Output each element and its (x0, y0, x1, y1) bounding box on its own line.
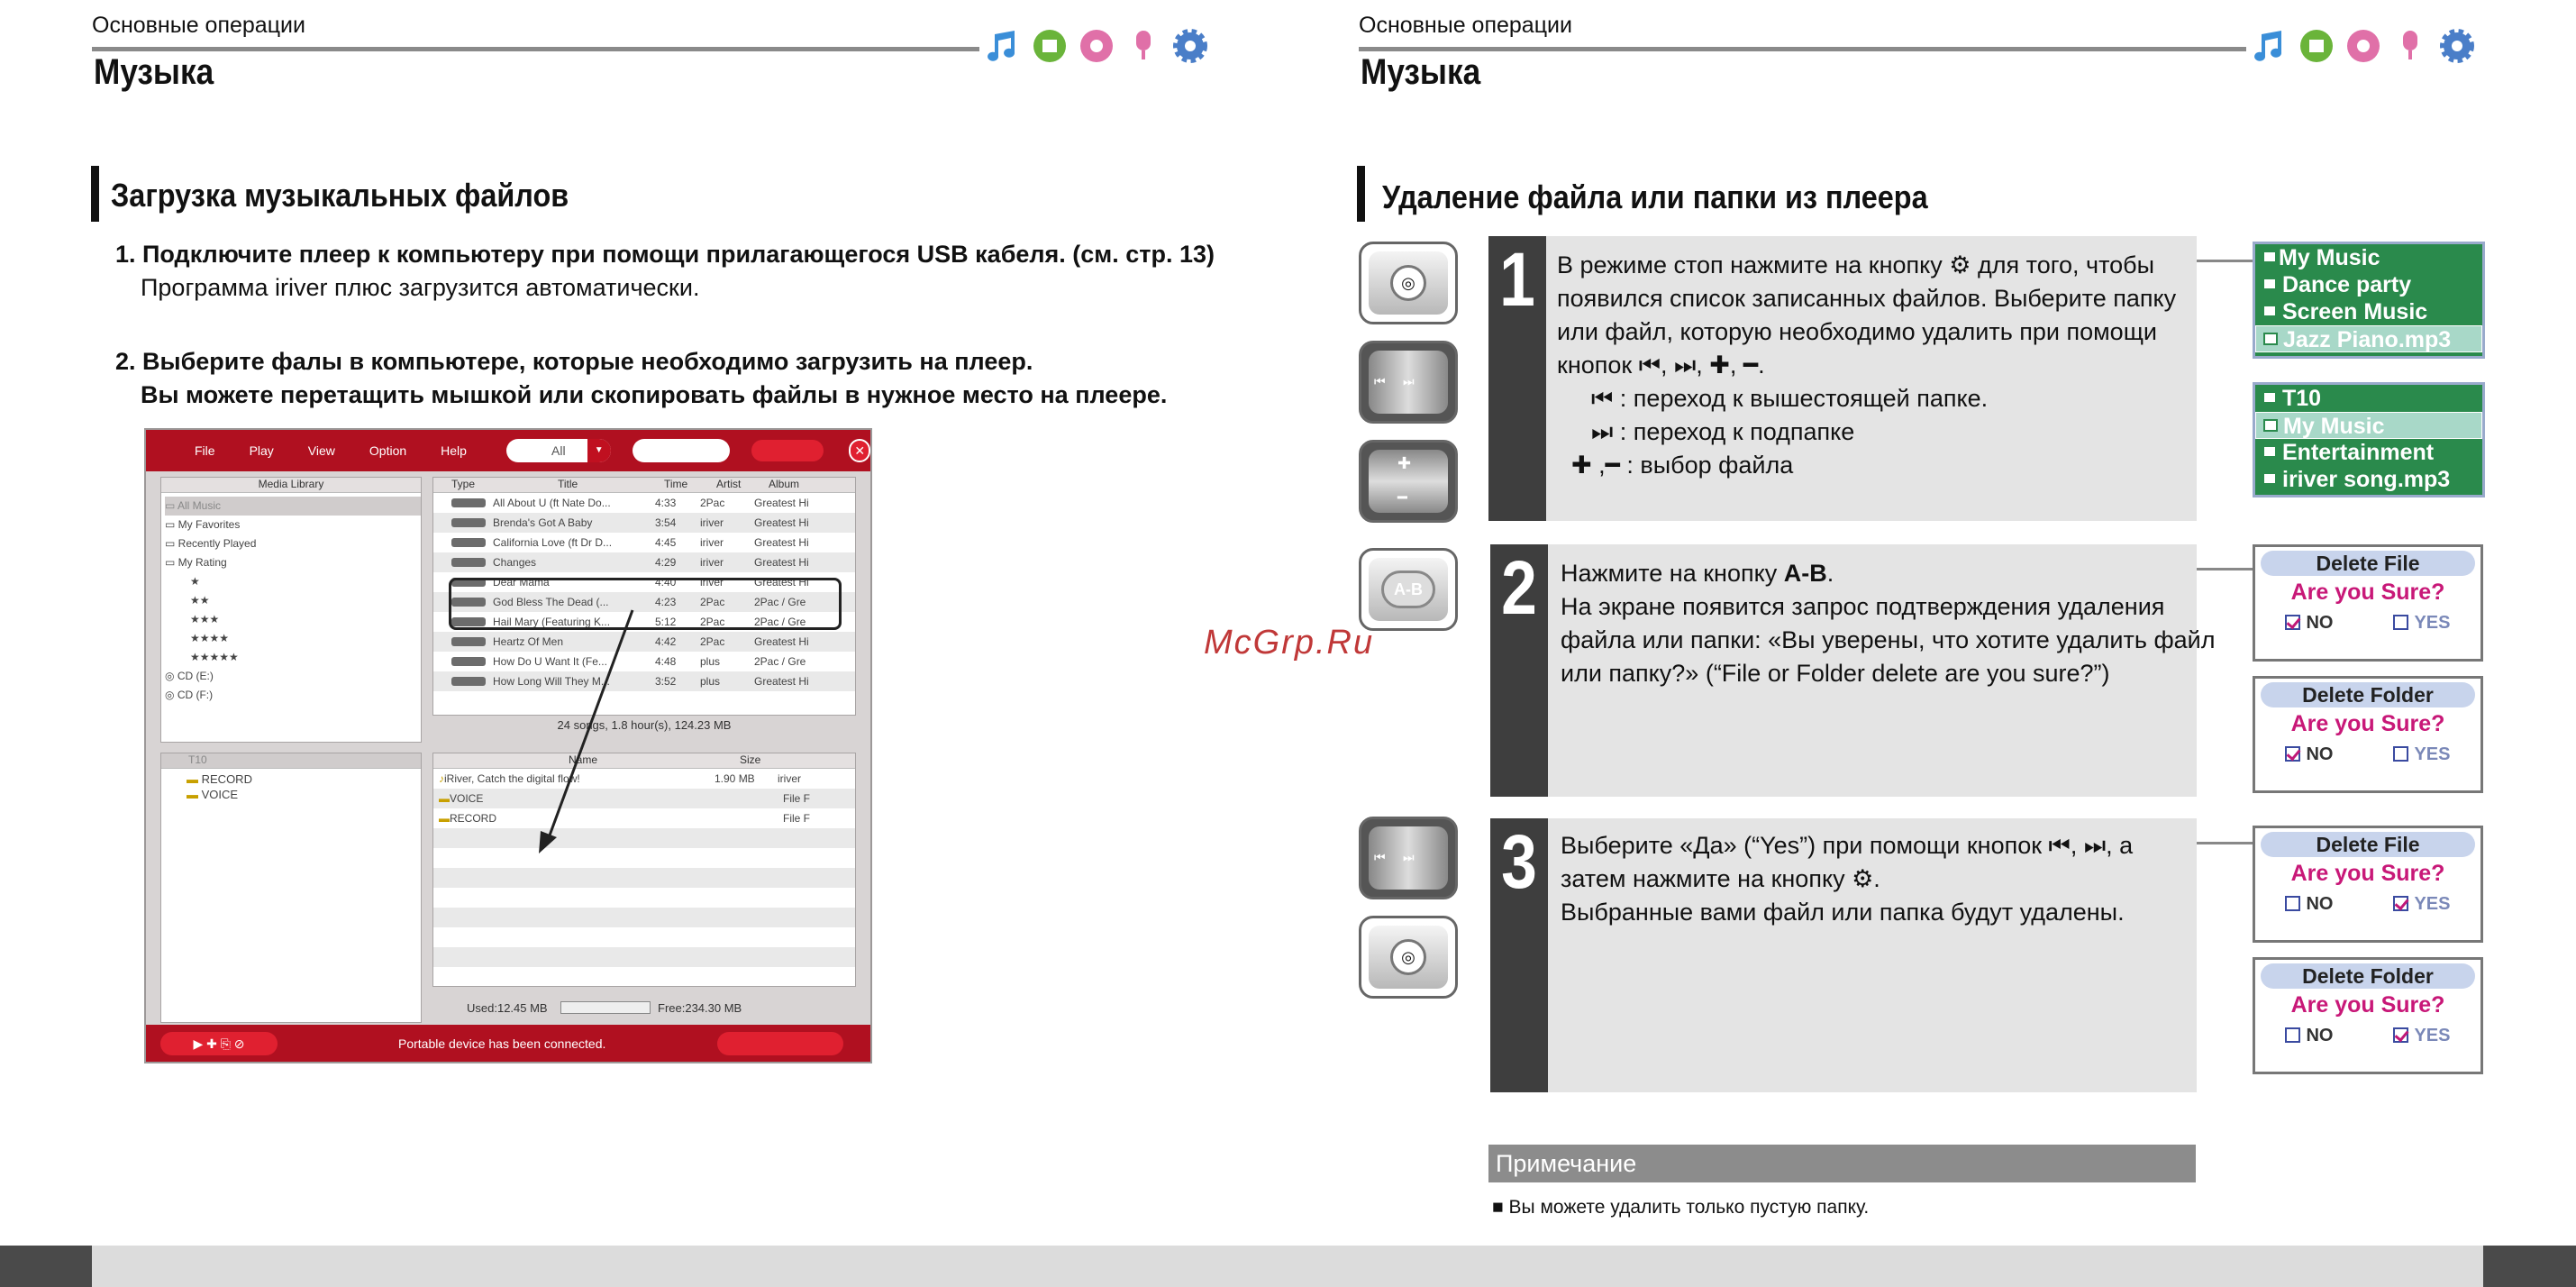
track-artist: iriver (700, 516, 724, 529)
checkbox-empty-icon (2393, 746, 2408, 762)
track-album: Greatest Hi (754, 536, 809, 549)
folder-icon: ▭ (165, 499, 178, 512)
track-artist: 2Pac (700, 497, 725, 509)
note-title: Примечание (1496, 1150, 1637, 1177)
menu-button-icon: ◎ (1359, 242, 1458, 324)
menu-view[interactable]: View (307, 443, 335, 458)
track-title: Brenda's Got A Baby (493, 516, 593, 529)
device-folder-record[interactable]: ▬ RECORD (187, 772, 252, 786)
track-album: Greatest Hi (754, 556, 809, 569)
storage-used: Used:12.45 MB (467, 1001, 548, 1015)
track-album: 2Pac / Gre (754, 655, 806, 668)
player-screen-1 (2253, 242, 2485, 359)
dialog-title: Delete File (2261, 551, 2475, 576)
device-file-name: VOICE (450, 792, 484, 805)
no-option: NO (2285, 894, 2333, 915)
col-name[interactable]: Name (569, 753, 598, 766)
track-time: 4:42 (655, 635, 677, 648)
track-title: California Love (ft Dr D... (493, 536, 613, 549)
track-title: How Do U Want It (Fe... (493, 655, 607, 668)
folder-icon: ▬ (187, 772, 202, 786)
track-time: 5:12 (655, 616, 677, 628)
footer-tab-right (2483, 1246, 2576, 1287)
track-artist: plus (700, 655, 721, 668)
dialog-title: Delete File (2261, 832, 2475, 857)
track-artist: iriver (700, 556, 724, 569)
track-title: Dear Mama (493, 576, 550, 589)
yes-option: YES (2393, 744, 2450, 765)
section-title-left: Музыка (94, 52, 214, 92)
track-time: 4:23 (655, 596, 677, 608)
heading-left: Загрузка музыкальных файлов (111, 177, 569, 214)
connector-line (2197, 568, 2254, 570)
col-title[interactable]: Title (558, 478, 578, 490)
track-artist: iriver (700, 576, 724, 589)
delete-folder-dialog-yes (2253, 957, 2483, 1074)
screen-line: Dance party (2255, 271, 2482, 298)
track-album: Greatest Hi (754, 576, 809, 589)
transfer-controls[interactable]: ▶ ✚ ⎘ ⊘ (160, 1032, 278, 1055)
no-option: NO (2285, 613, 2333, 634)
step3-number: 3 (1490, 818, 1548, 1092)
library-item-favorites[interactable]: ▭ My Favorites (165, 518, 241, 531)
prev-next-buttons-icon: ⏮ ⏭ (1359, 341, 1458, 424)
section-title-right: Музыка (1361, 52, 1481, 92)
folder-icon: ▬ (439, 792, 450, 805)
category-icons-right (2251, 27, 2476, 65)
settings-gear-icon (2438, 27, 2476, 65)
track-album: Greatest Hi (754, 635, 809, 648)
dropdown-arrow-icon: ▼ (587, 439, 611, 462)
track-title: Hail Mary (Featuring K... (493, 616, 611, 628)
track-title: Changes (493, 556, 537, 569)
connector-line (2197, 260, 2254, 262)
video-icon (2298, 27, 2335, 65)
music-note-icon (2251, 27, 2289, 65)
step2-number: 2 (1490, 544, 1548, 797)
dialog-title: Delete Folder (2261, 682, 2475, 707)
checkbox-checked-icon (2285, 746, 2300, 762)
library-item-cd-f[interactable]: ◎ CD (F:) (165, 689, 214, 701)
screen-line: Screen Music (2255, 298, 2482, 325)
folder-icon (2262, 391, 2277, 404)
menu-file[interactable]: File (195, 443, 215, 458)
delete-folder-dialog (2253, 676, 2483, 793)
iriver-plus-window (144, 428, 872, 1063)
checkbox-checked-icon (2393, 1027, 2408, 1043)
header-rule-right (1359, 47, 2246, 51)
drag-arrow-icon (146, 430, 872, 1063)
dialog-question: Are you Sure? (2290, 711, 2445, 736)
step2-instruction: 2. Выберите фалы в компьютере, которые необходимо загрузить на плеер. (115, 348, 1033, 375)
settings-button-icon: ⚙ (1949, 251, 1971, 278)
watermark: McGrp.Ru (1204, 624, 1375, 662)
col-artist[interactable]: Artist (716, 478, 742, 490)
radio-icon (1078, 27, 1115, 65)
dialog-question: Are you Sure? (2290, 580, 2445, 605)
dialog-title: Delete Folder (2261, 963, 2475, 989)
library-item-cd-e[interactable]: ◎ CD (E:) (165, 670, 214, 682)
storage-free: Free:234.30 MB (658, 1001, 742, 1015)
device-file-name: RECORD (450, 812, 497, 825)
rating-5[interactable]: ★★★★★ (190, 651, 239, 663)
dialog-question: Are you Sure? (2290, 992, 2445, 1018)
microphone-icon (2391, 27, 2429, 65)
track-title: All About U (ft Nate Do... (493, 497, 611, 509)
track-artist: 2Pac (700, 596, 725, 608)
menu-button-icon: ◎ (1359, 916, 1458, 999)
checkbox-empty-icon (2285, 1027, 2300, 1043)
settings-button-icon: ⚙ (1852, 865, 1874, 892)
prev-next-buttons-icon: ⏮ ⏭ (1359, 817, 1458, 899)
folder-icon: ▬ (187, 788, 202, 801)
microphone-icon (1124, 27, 1162, 65)
track-artist: plus (700, 675, 721, 688)
music-file-icon: ♪ (439, 772, 444, 785)
screen-line-selected: Jazz Piano.mp3 (2255, 325, 2482, 352)
col-time[interactable]: Time (664, 478, 688, 490)
dialog-question: Are you Sure? (2290, 861, 2445, 886)
heading-bar-left (91, 166, 99, 222)
header-rule-left (92, 47, 979, 51)
track-time: 3:54 (655, 516, 677, 529)
footer-band (0, 1246, 2576, 1287)
screen-line-selected: My Music (2255, 412, 2482, 439)
library-item-recently-played[interactable]: ▭ Recently Played (165, 537, 257, 550)
settings-gear-icon (1171, 27, 1209, 65)
filter-value: All (551, 443, 566, 458)
cd-icon: ◎ (165, 689, 177, 701)
menu-play[interactable]: Play (249, 443, 274, 458)
track-album: 2Pac / Gre (754, 616, 806, 628)
col-album[interactable]: Album (769, 478, 800, 490)
no-option: NO (2285, 1026, 2333, 1046)
yes-option: YES (2393, 613, 2450, 634)
folder-icon (2263, 419, 2278, 432)
track-time: 4:33 (655, 497, 677, 509)
delete-file-dialog (2253, 544, 2483, 662)
folder-icon (2262, 305, 2277, 317)
note-text: ■ Вы можете удалить только пустую папку. (1492, 1197, 1870, 1218)
rating-1[interactable]: ★ (190, 575, 200, 588)
yes-option: YES (2393, 894, 2450, 915)
no-option: NO (2285, 744, 2333, 765)
track-time: 4:45 (655, 536, 677, 549)
track-album: Greatest Hi (754, 516, 809, 529)
footer-tab-left (0, 1246, 92, 1287)
step2-text: Нажмите на кнопку A-B. На экране появится запрос подтверждения удаления файла или папки: «Вы уверены, что хотите удалить файл или папку?» (“File or Folder delete are you sure?”) (1561, 560, 2216, 687)
track-title: God Bless The Dead (... (493, 596, 609, 608)
track-time: 4:48 (655, 655, 677, 668)
menu-option[interactable]: Option (369, 443, 407, 458)
track-album: 2Pac / Gre (754, 596, 806, 608)
screen-line: Entertainment (2255, 439, 2482, 466)
device-file-type: File F (783, 792, 810, 805)
heading-bar-right (1357, 166, 1365, 222)
music-file-icon (2262, 472, 2277, 485)
screen-line: iriver song.mp3 (2255, 466, 2482, 493)
category-icons-left (984, 27, 1209, 65)
step2-detail: Вы можете перетащить мышкой или скопировать файлы в нужное место на плеере. (141, 381, 1168, 408)
track-artist: 2Pac (700, 616, 725, 628)
delete-file-dialog-yes (2253, 826, 2483, 943)
rating-2[interactable]: ★★ (190, 594, 210, 607)
checkbox-checked-icon (2285, 615, 2300, 630)
track-time: 4:40 (655, 576, 677, 589)
device-file-type: File F (783, 812, 810, 825)
library-summary: 24 songs, 1.8 hour(s), 124.23 MB (557, 718, 732, 732)
track-album: Greatest Hi (754, 675, 809, 688)
video-icon (1031, 27, 1069, 65)
music-file-icon (2263, 333, 2278, 345)
library-item-all-music[interactable]: ▭ All Music (165, 497, 421, 516)
screen-line: T10 (2255, 385, 2482, 412)
step1-instruction: 1. Подключите плеер к компьютеру при помощи прилагающегося USB кабеля. (см. стр. 13) (115, 241, 1215, 268)
folder-icon (2262, 278, 2277, 290)
cd-icon: ◎ (165, 670, 177, 682)
folder-icon (2262, 251, 2277, 263)
checkbox-empty-icon (2285, 896, 2300, 911)
checkbox-empty-icon (2393, 615, 2408, 630)
section-label-left: Основные операции (92, 13, 305, 38)
track-time: 3:52 (655, 675, 677, 688)
status-text: Portable device has been connected. (398, 1036, 606, 1051)
device-file-type: iriver (778, 772, 801, 785)
device-file-name: iRiver, Catch the digital flow! (444, 772, 580, 785)
player-screen-2 (2253, 382, 2485, 497)
step1-number: 1 (1488, 236, 1546, 521)
col-type[interactable]: Type (451, 478, 476, 490)
track-artist: 2Pac (700, 635, 725, 648)
menu-help[interactable]: Help (441, 443, 467, 458)
section-label-right: Основные операции (1359, 13, 1572, 38)
library-item-my-rating[interactable]: ▭ My Rating (165, 556, 227, 569)
folder-icon: ▭ (165, 537, 178, 550)
track-title: How Long Will They M... (493, 675, 610, 688)
heading-right: Удаление файла или папки из плеера (1382, 178, 1928, 215)
col-size[interactable]: Size (740, 753, 761, 766)
radio-icon (2344, 27, 2382, 65)
device-folder-voice[interactable]: ▬ VOICE (187, 788, 239, 801)
connector-line (2197, 842, 2254, 844)
track-title: Heartz Of Men (493, 635, 564, 648)
rating-4[interactable]: ★★★★ (190, 632, 230, 644)
plus-minus-buttons-icon: ✚ ━ (1359, 440, 1458, 523)
yes-option: YES (2393, 1026, 2450, 1046)
device-file-size: 1.90 MB (715, 772, 755, 785)
screen-line: My Music (2255, 244, 2482, 271)
track-album: Greatest Hi (754, 497, 809, 509)
folder-icon: ▭ (165, 556, 178, 569)
folder-icon (2262, 445, 2277, 458)
device-root[interactable]: T10 (161, 753, 421, 769)
step1-text: В режиме стоп нажмите на кнопку ⚙ для того, чтобы появился список записанных файлов. Выберите папку или файл, которую необходимо удалить при помощи кнопок ⏮, ⏭, ✚, ━. ⏮ : переход к вышестоящей папке. ⏭ : переход к подпапке ✚ ,━ : выбор файла (1557, 251, 2177, 479)
media-library-header: Media Library (161, 478, 421, 493)
close-icon[interactable]: ✕ (849, 439, 870, 462)
step3-text: Выберите «Да» (“Yes”) при помощи кнопок ⏮, ⏭, а затем нажмите на кнопку ⚙. Выбранные вами файл или папка будут удалены. (1561, 832, 2134, 926)
track-time: 4:29 (655, 556, 677, 569)
folder-icon: ▬ (439, 812, 450, 825)
music-note-icon (984, 27, 1022, 65)
rating-3[interactable]: ★★★ (190, 613, 220, 625)
ab-button-icon: A-B (1359, 548, 1458, 631)
checkbox-checked-icon (2393, 896, 2408, 911)
folder-icon: ▭ (165, 518, 178, 531)
step1-note: Программа iriver плюс загрузится автоматически. (141, 274, 700, 301)
track-artist: iriver (700, 536, 724, 549)
